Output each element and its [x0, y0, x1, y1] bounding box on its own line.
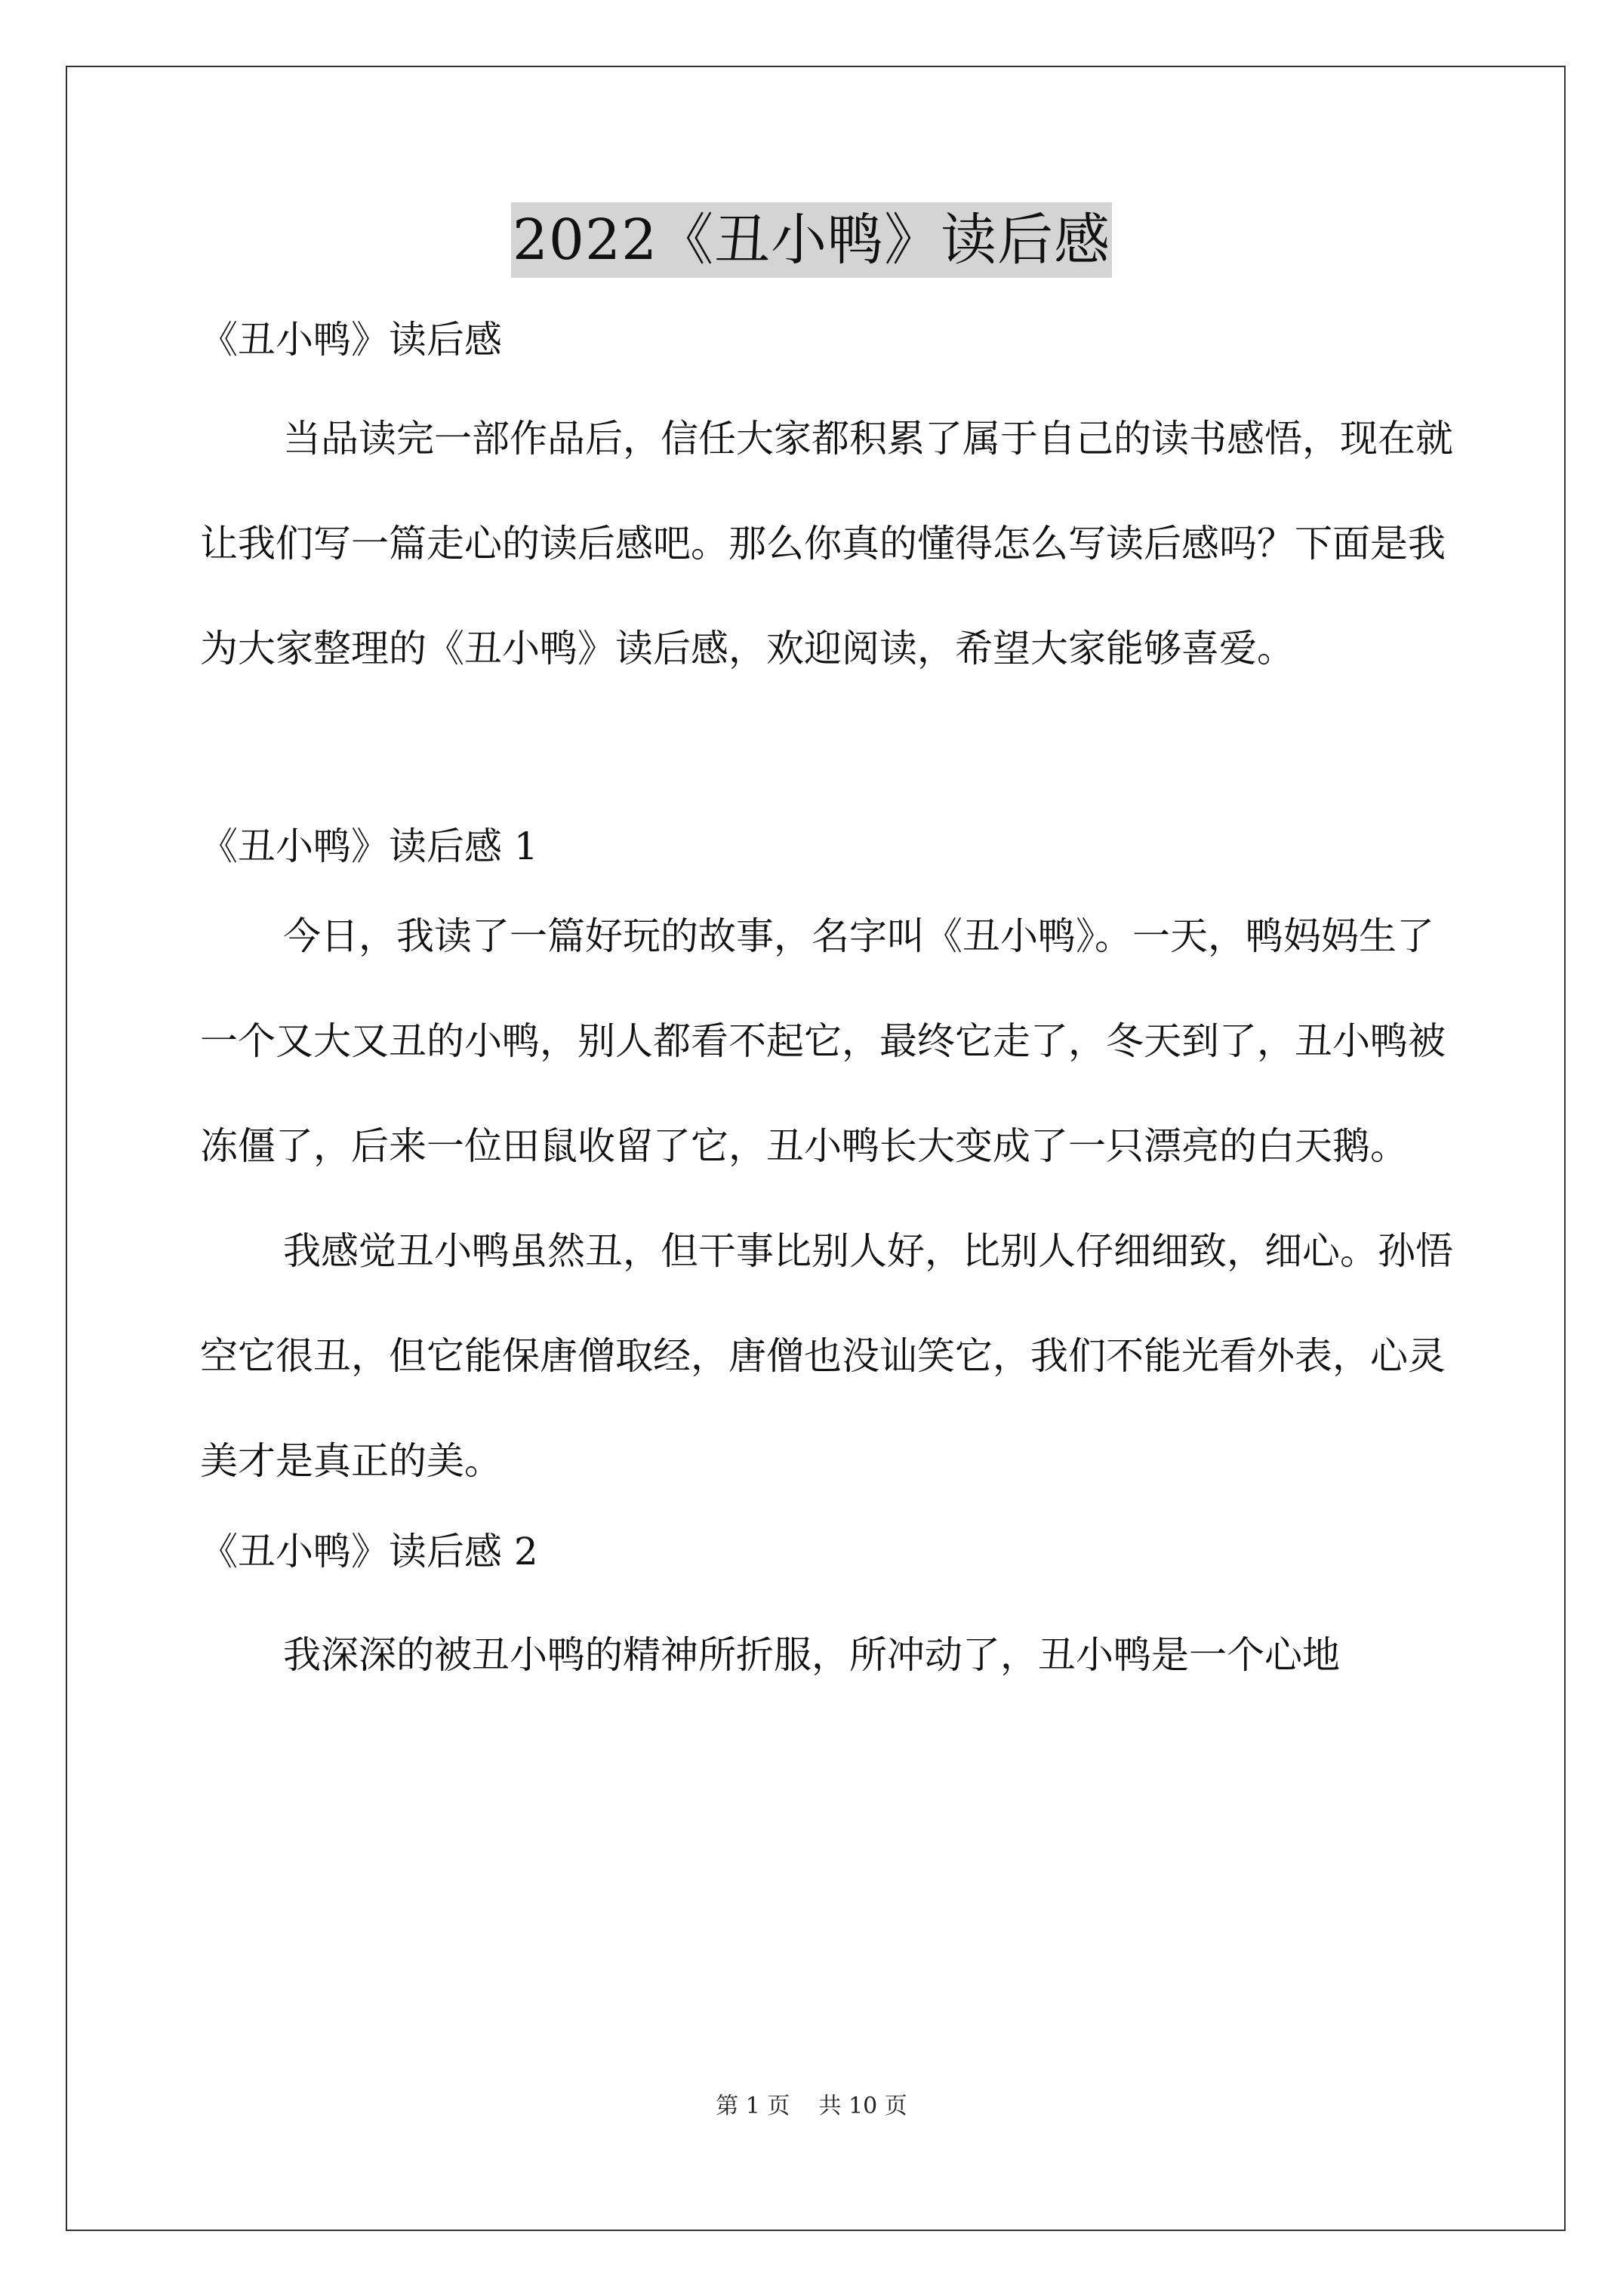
page-number: 第 1 页 [716, 2093, 790, 2119]
section2-paragraph-1: 我深深的被丑小鸭的精神所折服，所冲动了，丑小鸭是一个心地 [283, 1633, 1340, 1677]
document-body [200, 302, 1468, 1708]
intro-paragraph: 当品读完一部作品后，信任大家都积累了属于自己的读书感悟，现在就让我们写一篇走心的读后感吧。那么你真的懂得怎么写读后感吗？下面是我为大家整理的《丑小鸭》读后感，欢迎阅读，希望大家能够喜爱。 [200, 417, 1453, 670]
intro-heading: 《丑小鸭》读后感 [200, 318, 502, 362]
title-container [0, 202, 1623, 278]
section2-heading: 《丑小鸭》读后感 2 [200, 1530, 538, 1573]
section1-heading: 《丑小鸭》读后感 1 [200, 824, 538, 868]
document-title: 2022《丑小鸭》读后感 [511, 202, 1112, 278]
page-total: 共 10 页 [818, 2093, 907, 2119]
section1-paragraph-2: 我感觉丑小鸭虽然丑，但干事比别人好，比别人仔细细致，细心。孙悟空它很丑，但它能保唐僧取经，唐僧也没讪笑它，我们不能光看外表，心灵美才是真正的美。 [200, 1229, 1453, 1483]
section1-paragraph-1: 今日，我读了一篇好玩的故事，名字叫《丑小鸭》。一天，鸭妈妈生了一个又大又丑的小鸭，别人都看不起它，最终它走了，冬天到了，丑小鸭被冻僵了，后来一位田鼠收留了它，丑小鸭长大变成了一只漂亮的白天鹅。 [200, 914, 1446, 1168]
page-footer [0, 2091, 1623, 2122]
